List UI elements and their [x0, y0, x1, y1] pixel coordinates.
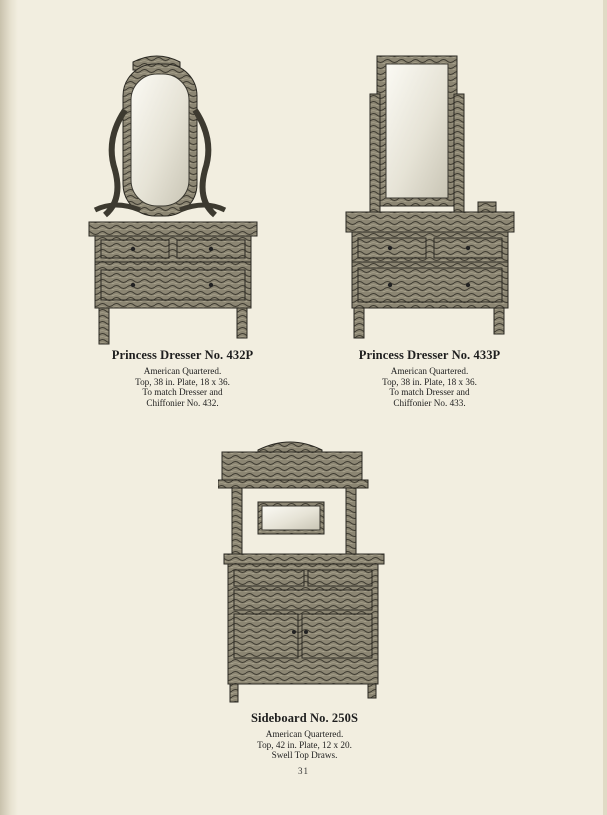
desc-line: American Quartered.: [143, 366, 222, 376]
desc-line: Top, 42 in. Plate, 12 x 20.: [257, 739, 352, 750]
page-number: 31: [298, 766, 309, 776]
caption-dresser-432p: [95, 348, 270, 408]
page-edge: [603, 0, 607, 815]
desc-line: Chiffonier No. 432.: [146, 397, 219, 408]
sideboard-250s-illustration: [218, 436, 388, 706]
desc-line: Top, 38 in. Plate, 18 x 36.: [135, 376, 230, 387]
item-description: [95, 366, 270, 408]
desc-line: To match Dresser and: [389, 387, 470, 398]
desc-line: Chiffonier No. 433.: [393, 397, 466, 408]
dresser-432p-illustration: [85, 50, 265, 350]
desc-line: Top, 38 in. Plate, 18 x 36.: [382, 376, 477, 387]
dresser-433p-illustration: [342, 52, 522, 342]
item-description: [212, 729, 397, 761]
binding-gutter: [0, 0, 18, 815]
item-title: Sideboard No. 250S: [250, 711, 359, 725]
desc-line: American Quartered.: [390, 366, 469, 376]
desc-line: To match Dresser and: [142, 387, 223, 398]
item-description: [342, 366, 517, 408]
desc-line: Swell Top Draws.: [271, 750, 338, 761]
caption-sideboard-250s: [212, 711, 397, 761]
caption-dresser-433p: [342, 348, 517, 408]
desc-line: American Quartered.: [265, 729, 344, 739]
item-title: Princess Dresser No. 433P: [358, 348, 501, 362]
item-title: Princess Dresser No. 432P: [111, 348, 254, 362]
